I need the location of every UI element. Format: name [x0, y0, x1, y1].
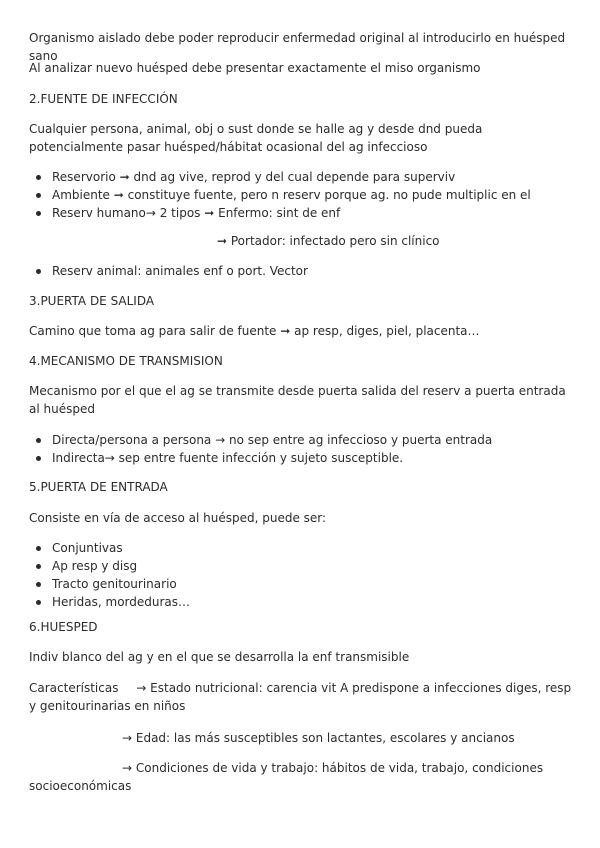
caracteristicas-label: Características: [29, 681, 119, 695]
paragraph-fuente: Cualquier persona, animal, obj o sust donde se halle ag y desde dnd pueda potencialmente pasar huésped/hábitat ocasional del ag infeccioso: [29, 122, 483, 154]
section-heading-fuente: 2.FUENTE DE INFECCIÓN: [29, 92, 178, 106]
intro-line-2: Al analizar nuevo huésped debe presentar exactamente el miso organismo: [29, 61, 481, 75]
list-item: Conjuntivas: [52, 539, 572, 557]
list-item: Heridas, mordeduras…: [52, 593, 572, 611]
list-reservorios: [52, 168, 572, 222]
paragraph-huesped: Indiv blanco del ag y en el que se desarrolla la enf transmisible: [29, 650, 410, 664]
section-heading-huesped: 6.HUESPED: [29, 620, 98, 634]
paragraph-transmision: Mecanismo por el que el ag se transmite desde puerta salida del reserv a puerta entrada al huésped: [29, 384, 566, 416]
caracteristica-condiciones: → Condiciones de vida y trabajo: hábitos de vida, trabajo, condiciones socioeconómicas: [29, 761, 544, 793]
list-item: Tracto genitourinario: [52, 575, 572, 593]
section-heading-entrada: 5.PUERTA DE ENTRADA: [29, 480, 168, 494]
section-heading-salida: 3.PUERTA DE SALIDA: [29, 294, 155, 308]
section-heading-transmision: 4.MECANISMO DE TRANSMISION: [29, 354, 223, 368]
list-item: Reserv humano→ 2 tipos ➞ Enfermo: sint de enf: [52, 204, 572, 222]
intro-line-1: Organismo aislado debe poder reproducir enfermedad original al introducirlo en huésped sano: [29, 31, 566, 63]
list-item: Reserv animal: animales enf o port. Vector: [52, 262, 572, 280]
list-item: Indirecta→ sep entre fuente infección y sujeto susceptible.: [52, 449, 572, 467]
list-item: Reservorio ➞ dnd ag vive, reprod y del cual depende para superviv: [52, 168, 572, 186]
list-reserv-animal: [52, 262, 572, 280]
list-transmision: [52, 431, 572, 467]
caracteristicas-block: [29, 679, 574, 715]
caracteristica-edad: → Edad: las más susceptibles son lactantes, escolares y ancianos: [122, 731, 515, 745]
list-entrada: [52, 539, 572, 611]
list-item: Ap resp y disg: [52, 557, 572, 575]
portador-line: ➞ Portador: infectado pero sin clínico: [217, 234, 440, 248]
paragraph-entrada: Consiste en vía de acceso al huésped, puede ser:: [29, 511, 327, 525]
list-item: Directa/persona a persona → no sep entre ag infeccioso y puerta entrada: [52, 431, 572, 449]
paragraph-salida: Camino que toma ag para salir de fuente ➞ ap resp, diges, piel, placenta…: [29, 324, 480, 338]
list-item: Ambiente ➞ constituye fuente, pero n reserv porque ag. no pude multiplic en el: [52, 186, 572, 204]
caracteristica-nutricional: → Estado nutricional: carencia vit A predispone a infecciones diges, resp y genitourinarias en niños: [29, 681, 572, 713]
